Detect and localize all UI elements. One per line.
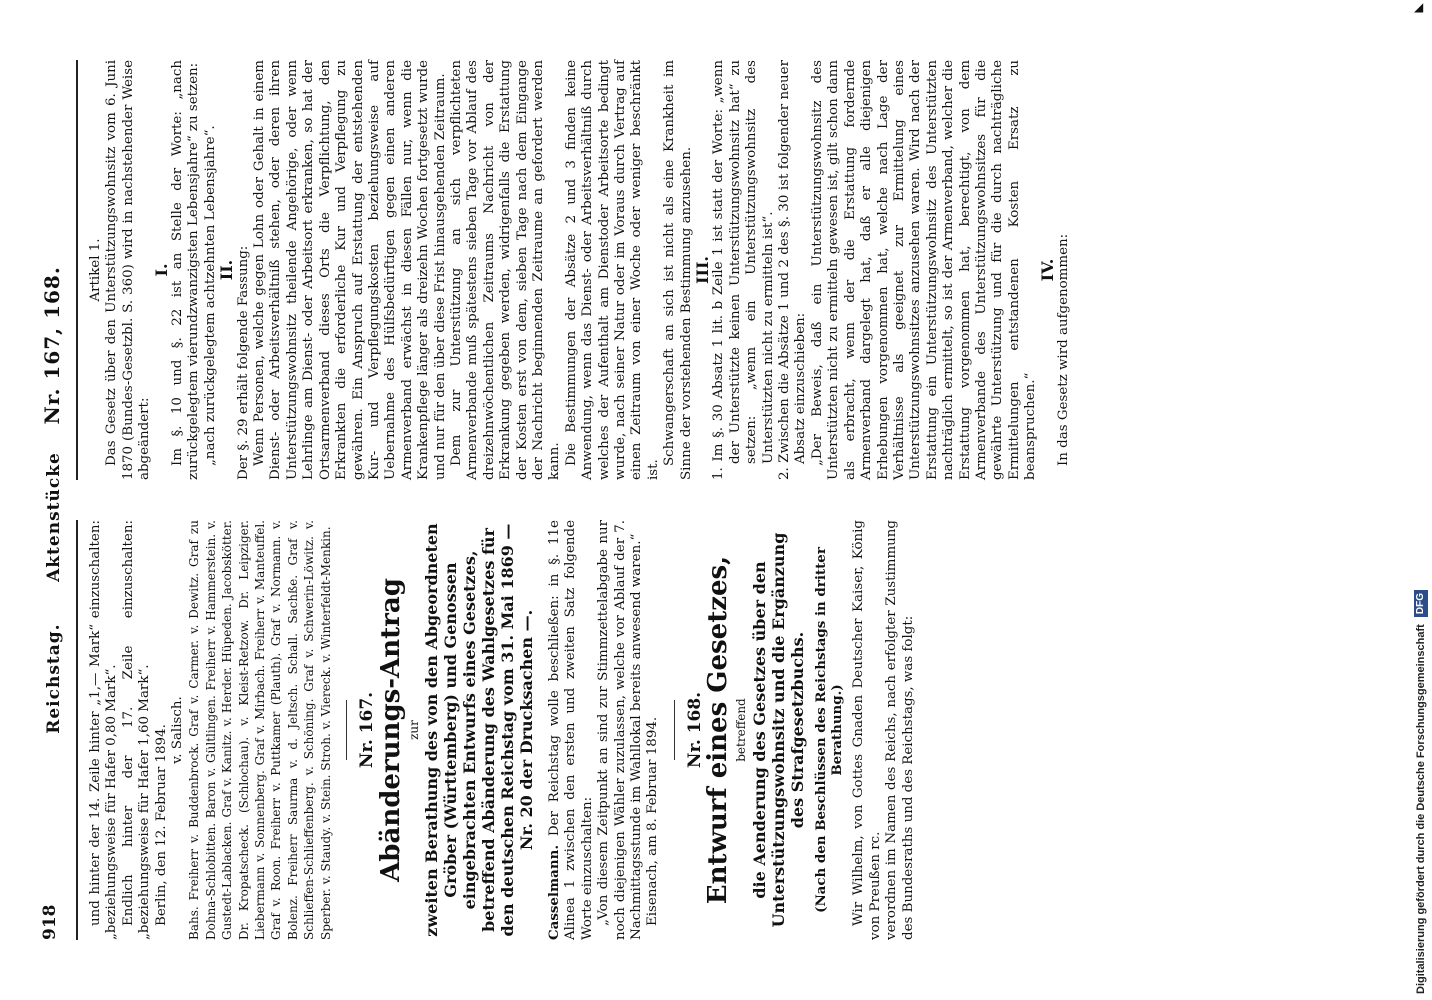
header-rule-left	[76, 520, 78, 940]
section-quote: „nach zurückgelegtem achtzehnten Lebensjahre“.	[202, 125, 218, 466]
section-number: IV.	[1037, 258, 1057, 282]
header-middle: Aktenstücke	[44, 452, 64, 582]
document-number: Nr. 167.	[357, 691, 378, 769]
place-date: Eisenach, am 8. Februar 1894.	[645, 716, 661, 926]
proposal-quote: „Von diesem Zeitpunkt an sind zur Stimmzettelabgabe nur noch diejenigen Wähler zuzulassen, welche vor Ablauf der 7. Nachmittagsstunde im Wahllokal bereits anwesend waren.“	[596, 520, 644, 940]
document-subject: die Aenderung des Gesetzes über den Unterstützungswohnsitz und die Ergänzung des Strafgesetzbuchs.	[749, 532, 807, 928]
header-right: Nr. 167, 168.	[40, 266, 64, 425]
section-paragraph: Schwangerschaft an sich ist nicht als eine Krankheit im Sinne der vorstehenden Bestimmung anzusehen.	[662, 60, 694, 480]
place-date: Berlin, den 12. Februar 1894.	[153, 724, 169, 926]
section-number: I.	[151, 263, 171, 277]
title-connector: zur	[406, 720, 421, 740]
header-left: Reichstag.	[44, 623, 64, 734]
enacting-clause: verordnen im Namen des Reichs, nach erfolgter Zustimmung des Bundesraths und des Reichstags, was folgt:	[884, 520, 916, 940]
proposal-body: Der Reichstag wolle beschließen: in §. 11e Alinea 1 zwischen den ersten und zweiten Satz folgende Worte einzuschalten:	[546, 520, 595, 940]
right-column	[88, 60, 1072, 480]
section-paragraph: Wenn Personen, welche gegen Lohn oder Gehalt in einem Dienst- oder Arbeitsverhältniß stehen, oder deren ihren Unterstützungswohnsitz theilende Angehörige, oder wenn Lehrlinge am Dienst- oder Arbeitsort erkranken, so hat der Ortsarmenverband dieses Orts die Verpflichtung, den Erkrankten die erforderliche Kur und Verpflegung zu gewähren. Ein Anspruch auf Erstattung der entstehenden Kur- und Verpflegungskosten beziehungsweise auf Uebernahme des Hülfsbedürftigen gegen einen anderen Armenverband erwächst in diesen Fällen nur, wenn die Krankenpflege länger als dreizehn Wochen fortgesetzt wurde und nur für den über diese Frist hinausgehenden Zeitraum.	[252, 60, 448, 480]
section-number: II.	[217, 259, 237, 281]
resolution-note: (Nach den Beschlüssen des Reichstags in dritter Berathung.)	[812, 547, 845, 913]
credit-line	[1410, 0, 1432, 994]
separator	[674, 700, 675, 760]
list-item: 1. Im §. 30 Absatz 1 lit. b Zeile 1 ist statt der Worte: „wenn der Unterstützte keinen Unterstützungswohnsitz hat“ zu setzen: „wenn ein Unterstützungswohnsitz des Unterstützten nicht zu ermitteln ist“.	[711, 60, 776, 480]
intro-paragraph: Endlich hinter der 17. Zeile einzuschalten: „beziehungsweise für Hafer 1,60 Mark“.	[120, 520, 153, 940]
title-connector: betreffend	[734, 698, 749, 762]
document-title: Abänderungs-Antrag	[375, 578, 406, 882]
corner-mark-icon: ◢	[1414, 0, 1424, 14]
intro-paragraph: und hinter der 14. Zeile hinter „1,— Mark“ einzuschalten: „beziehungsweise für Hafer 0,80 Mark“.	[88, 520, 120, 940]
section-intro: Der §. 29 erhält folgende Fassung:	[235, 245, 251, 480]
document-title: Entwurf eines Gesetzes,	[703, 555, 734, 905]
header-rule-right	[76, 60, 78, 480]
header-title	[40, 100, 64, 900]
document-number: Nr. 168.	[684, 691, 705, 769]
proposal-text	[546, 520, 596, 940]
dfg-logo: DFG	[1414, 590, 1428, 617]
section-list	[711, 60, 809, 480]
signature: v. Salisch.	[170, 696, 186, 764]
running-header	[40, 60, 66, 940]
section-paragraph: Dem zur Unterstützung an sich verpflichteten Armenverbande muß spätestens sieben Tage vor Ablauf des dreizehnwöchentlichen Zeitraums Nachricht von der Erkrankung gegeben werden, widrigenfalls die Erstattung der Kosten erst von dem, sieben Tage nach dem Eingange der Nachricht beginnenden Zeitraume an gefordert werden kann.	[448, 60, 563, 480]
document-subject: zweiten Berathung des von den Abgeordneten Gröber (Württemberg) und Genossen eingebrachten Entwurfs eines Gesetzes, betreffend Abänderung des Wahlgesetzes für den deutschen Reichstag vom 31. Mai 1869 — Nr. 20 der Drucksachen —.	[421, 523, 536, 937]
section-quote: „Der Beweis, daß ein Unterstützungswohnsitz des Unterstützten nicht zu ermitteln gewesen ist, gilt schon dann als erbracht, wenn der die Erstattung fordernde Armenverband dargelegt hat, daß er alle diejenigen Erhebungen vorgenommen hat, welche nach Lage der Verhältnisse als geeignet zur Ermittelung eines Unterstützungswohnsitzes anzusehen waren. Wird nach der Erstattung ein Unterstützungswohnsitz des Unterstützten nachträglich ermittelt, so ist der Armenverband, welcher die Erstattung vorgenommen hat, berechtigt, von dem Armenverbande des Unterstützungswohnsitzes für die gewährte Unterstützung und für die durch nachträgliche Ermittelungen entstandenen Kosten Ersatz zu beanspruchen.“	[809, 60, 1039, 480]
left-column	[88, 520, 917, 940]
section-number: III.	[693, 255, 713, 285]
digitization-credit	[1410, 0, 1432, 994]
section-paragraph: Die Bestimmungen der Absätze 2 und 3 finden keine Anwendung, wenn das Dienst- oder Arbeitsverhältniß durch welches der Aufenthalt am Dienstoder Arbeitsorte bedingt wurde, nach seiner Natur oder im Voraus durch Vertrag auf einen Zeitraum von einer Woche oder weniger beschränkt ist.	[563, 60, 661, 480]
credit-text: Digitalisierung gefördert durch die Deutsche Forschungsgemeinschaft	[1415, 624, 1427, 994]
enacting-formula: Wir Wilhelm, von Gottes Gnaden Deutscher Kaiser, König von Preußen rc.	[851, 520, 883, 940]
mover-name: Casselmann.	[545, 845, 562, 940]
page-number: 918	[40, 904, 60, 940]
article-intro: Das Gesetz über den Unterstützungswohnsitz vom 6. Juni 1870 (Bundes-Gesetzbl. S. 360) wird in nachstehender Weise abgeändert:	[104, 60, 153, 480]
section-text: In das Gesetz wird aufgenommen:	[1055, 233, 1071, 466]
article-heading: Artikel 1.	[88, 238, 103, 302]
supporters-list: Bahs. Freiherr v. Buddenbrock. Graf v. Carmer. v. Dewitz. Graf zu Dohna-Schlobitten. Baron v. Gültlingen. Freiherr v. Hammerstein. v. Gustedt-Lablacken. Graf v. Kanitz. v. Herder. Hüpeden. Jacobskötter. Dr. Kropatscheck. (Schlochau). v. Kleist-Retzow. Dr. Leipziger. Liebermann v. Sonnenberg. Graf v. Mirbach. Freiherr v. Manteuffel. Graf v. Roon. Freiherr v. Puttkamer (Plauth). Graf v. Normann. v. Bolenz. Freiherr Saurma v. d. Jeltsch. Schall. Sachße. Graf v. Schlieffen-Schlieffenberg. v. Schöning. Graf v. Schwerin-Löwitz. v. Sperber. v. Staudy. v. Stein. Stroh. v. Viereck. v. Winterfeldt-Menkin.	[187, 520, 333, 940]
separator	[346, 700, 347, 760]
list-item: 2. Zwischen die Absätze 1 und 2 des §. 30 ist folgender neuer Absatz einzuschieben:	[777, 60, 809, 480]
section-text: Im §. 10 und §. 22 ist an Stelle der Worte: „nach zurückgelegtem vierundzwanzigsten Lebensjahre“ zu setzen:	[170, 60, 202, 480]
